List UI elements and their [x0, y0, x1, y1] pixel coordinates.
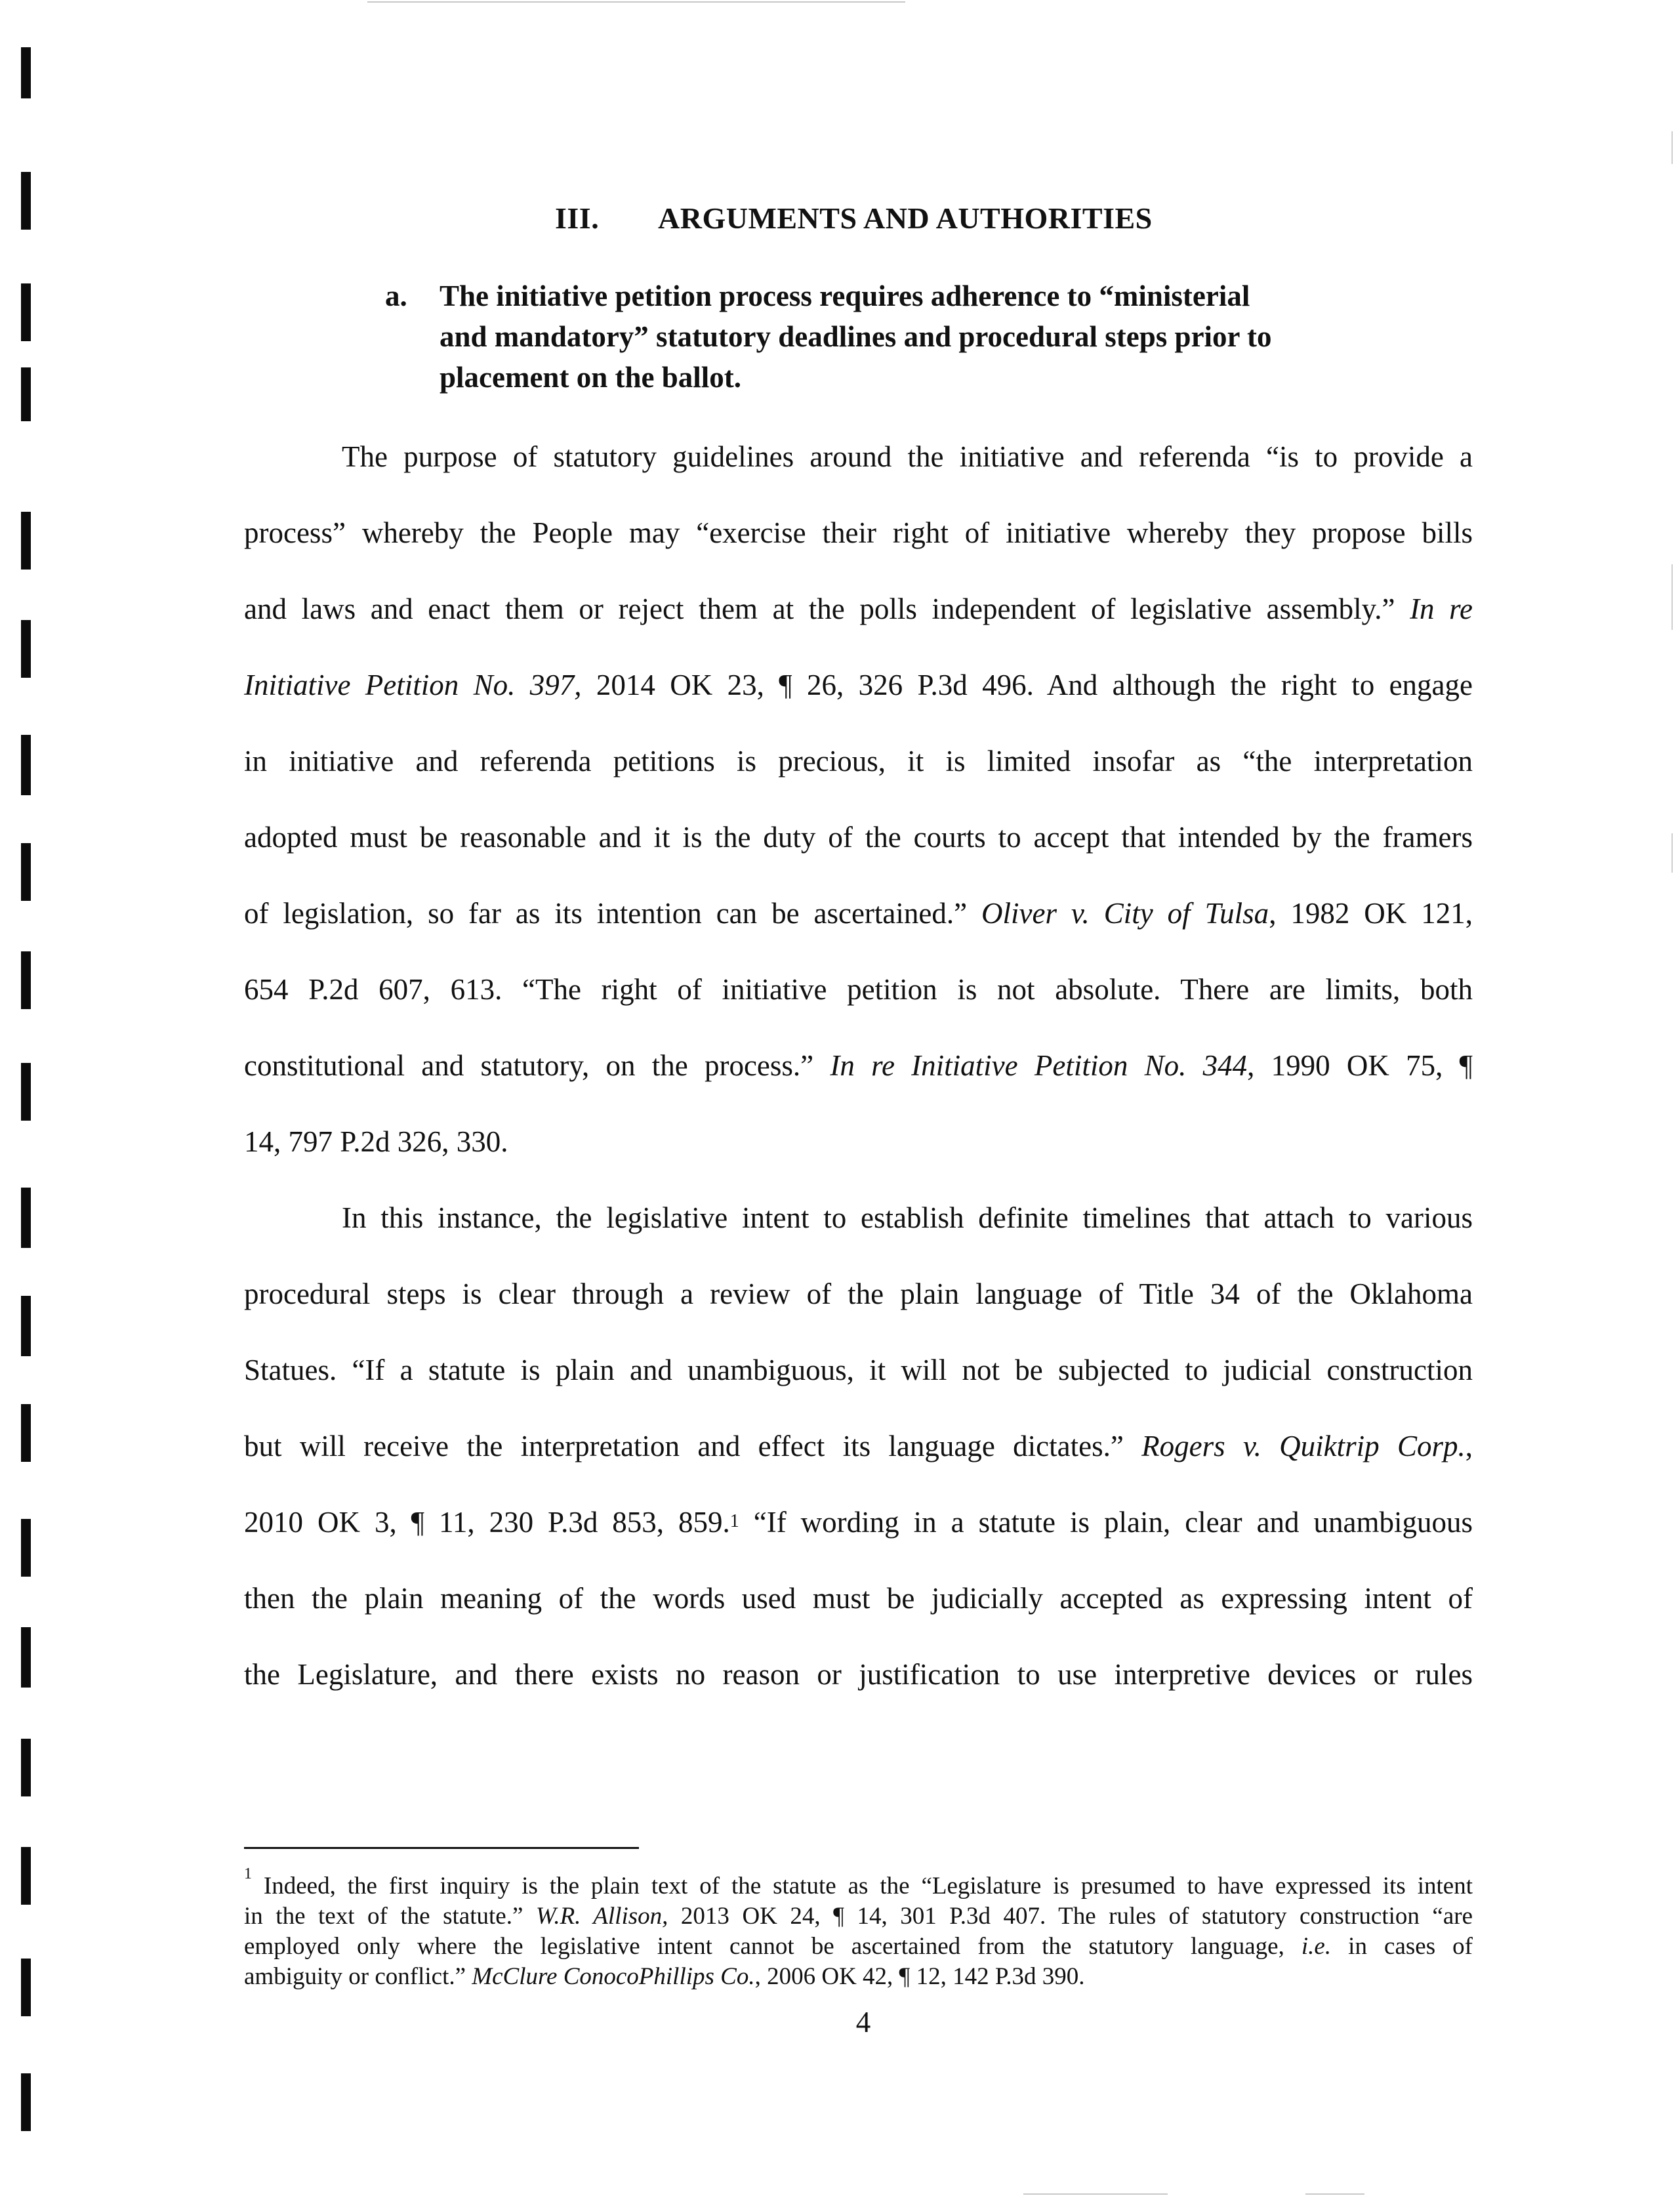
footnote-rule — [244, 1847, 639, 1849]
latin-abbreviation: i.e. — [1301, 1933, 1332, 1960]
margin-bar — [21, 2073, 31, 2131]
margin-bar — [21, 283, 31, 341]
margin-bar — [21, 1959, 31, 2016]
case-citation: Initiative Petition No. 397, — [244, 669, 582, 701]
scan-artifact-bottom — [1023, 2193, 1168, 2195]
para1-line: in initiative and referenda petitions is precious, it is limited insofar as “the interpretation — [244, 745, 1473, 778]
scan-artifact-bottom — [1305, 2193, 1364, 2195]
margin-bar — [21, 1519, 31, 1577]
footnote-line: in the text of the statute.” W.R. Allison, 2013 OK 24, ¶ 14, 301 P.3d 407. The rules of statutory construction “are — [244, 1903, 1473, 1930]
sub-heading-line: placement on the ballot. — [440, 361, 741, 394]
para2-line: 2010 OK 3, ¶ 11, 230 P.3d 853, 859.$^1$ “If wording in a statute is plain, clear and unambiguous — [244, 1506, 1473, 1539]
margin-bar — [21, 1404, 31, 1462]
section-title: ARGUMENTS AND AUTHORITIES — [658, 201, 1153, 235]
margin-bar — [21, 1296, 31, 1356]
case-citation: Oliver v. City of Tulsa — [981, 897, 1269, 930]
case-citation: In re Initiative Petition No. 344 — [830, 1049, 1248, 1082]
scan-edge-mark — [1671, 833, 1673, 873]
case-citation: W.R. Allison, — [535, 1903, 668, 1930]
scan-artifact-top — [367, 1, 905, 3]
margin-bar — [21, 843, 31, 901]
para1-line: and laws and enact them or reject them at the polls independent of legislative assembly.” In re — [244, 592, 1473, 625]
sub-heading-line: The initiative petition process requires adherence to “ministerial — [440, 280, 1250, 312]
margin-bar — [21, 735, 31, 795]
para1-line: 654 P.2d 607, 613. “The right of initiative petition is not absolute. There are limits, both — [244, 973, 1473, 1006]
case-citation: Rogers v. Quiktrip Corp. — [1141, 1430, 1465, 1462]
margin-bar — [21, 1063, 31, 1121]
para1-line: adopted must be reasonable and it is the duty of the courts to accept that intended by the framers — [244, 821, 1473, 854]
para1-line: 14, 797 P.2d 326, 330. — [244, 1125, 508, 1158]
margin-bar — [21, 1847, 31, 1905]
page-number: 4 — [855, 2006, 871, 2039]
margin-bar — [21, 172, 31, 230]
para1-line: process” whereby the People may “exercise their right of initiative whereby they propose bills — [244, 516, 1473, 549]
section-number: III. — [555, 201, 600, 235]
para2-line: In this instance, the legislative intent to establish definite timelines that attach to various — [342, 1201, 1473, 1234]
margin-bar — [21, 512, 31, 570]
case-citation: In re — [1410, 592, 1473, 625]
case-citation: McClure ConocoPhillips Co. — [472, 1963, 755, 1990]
para1-line: of legislation, so far as its intention can be ascertained.” Oliver v. City of Tulsa, 1982 OK 121, — [244, 897, 1473, 930]
para2-line: procedural steps is clear through a review of the plain language of Title 34 of the Oklahoma — [244, 1277, 1473, 1310]
scan-edge-mark — [1671, 564, 1673, 630]
para2-line: but will receive the interpretation and effect its language dictates.” Rogers v. Quiktrip Corp., — [244, 1430, 1473, 1462]
scan-edge-mark — [1671, 131, 1673, 164]
margin-bar — [21, 951, 31, 1009]
para1-line: constitutional and statutory, on the process.” In re Initiative Petition No. 344, 1990 OK 75, ¶ — [244, 1049, 1473, 1082]
margin-bar — [21, 1188, 31, 1248]
para2-line: the Legislature, and there exists no reason or justification to use interpretive devices or rules — [244, 1658, 1473, 1691]
margin-bar — [21, 47, 31, 98]
footnote-reference: 1 — [729, 1511, 739, 1531]
margin-bar — [21, 1739, 31, 1796]
margin-bar — [21, 1627, 31, 1688]
sub-heading — [385, 276, 1395, 398]
sub-heading-line: and mandatory” statutory deadlines and procedural steps prior to — [440, 320, 1272, 353]
footnote-line: employed only where the legislative intent cannot be ascertained from the statutory language, i.e. in cases of — [244, 1933, 1473, 1960]
footnote-line: $^1$ Indeed, the first inquiry is the plain text of the statute as the “Legislature is presumed to have expressed its intent — [244, 1865, 1473, 1899]
para1-line: The purpose of statutory guidelines around the initiative and referenda “is to provide a — [342, 440, 1473, 473]
section-heading — [555, 201, 1153, 236]
footnote-marker: 1 — [244, 1865, 252, 1882]
margin-bar — [21, 620, 31, 678]
para2-line: Statues. “If a statute is plain and unambiguous, it will not be subjected to judicial construction — [244, 1354, 1473, 1386]
footnote-line: ambiguity or conflict.” McClure ConocoPhillips Co., 2006 OK 42, ¶ 12, 142 P.3d 390. — [244, 1963, 1085, 1990]
para2-line: then the plain meaning of the words used must be judicially accepted as expressing intent of — [244, 1582, 1473, 1615]
margin-bar — [21, 367, 31, 421]
sub-heading-letter: a. — [385, 280, 407, 312]
para1-line: Initiative Petition No. 397, 2014 OK 23, ¶ 26, 326 P.3d 496. And although the right to engage — [244, 669, 1473, 701]
